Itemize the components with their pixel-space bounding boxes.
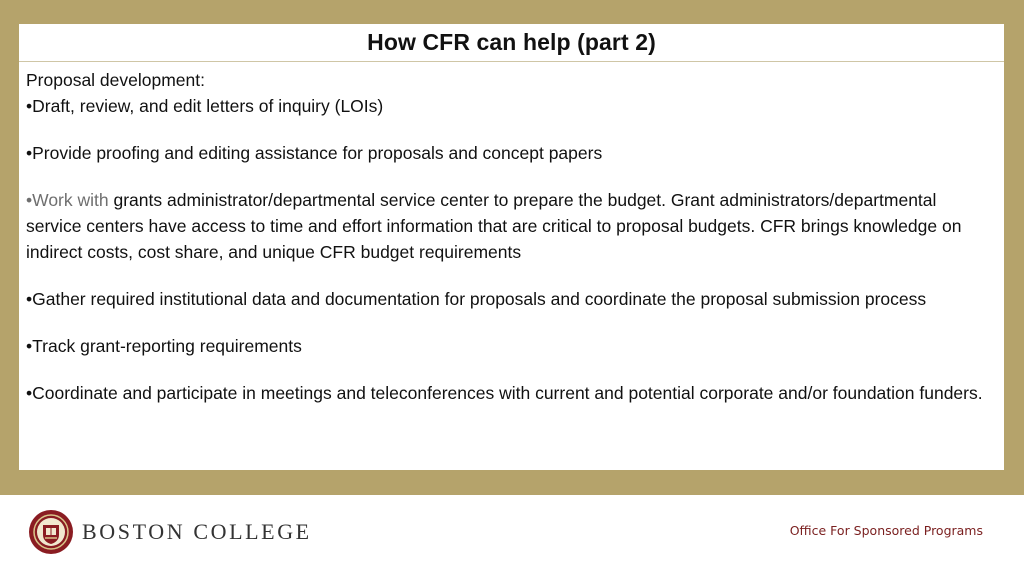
- footer: [0, 495, 1024, 576]
- boston-college-logo: [28, 509, 312, 555]
- logo-wordmark: BOSTON COLLEGE: [82, 519, 312, 544]
- bullet-item: [26, 93, 994, 119]
- bullet-lead: •Work with: [26, 190, 114, 210]
- bullet-item: [26, 380, 994, 406]
- bullet-item: [26, 333, 994, 359]
- bullet-text: •Gather required institutional data and documentation for proposals and coordinate the proposal submission process: [26, 289, 927, 309]
- seal-icon: [28, 509, 74, 555]
- content-panel: [19, 62, 1004, 470]
- intro-text: Proposal development:: [26, 70, 205, 90]
- bullet-item: [26, 140, 994, 166]
- bullet-text: •Track grant-reporting requirements: [26, 336, 302, 356]
- bullet-item: [26, 187, 994, 265]
- bullet-text: grants administrator/departmental service center to prepare the budget. Grant administrators/departmental service centers have access to time and effort information that are critical to proposal budgets. CFR brings knowledge on indirect costs, cost share, and unique CFR budget requirements: [26, 190, 962, 262]
- slide-title: How CFR can help (part 2): [367, 29, 656, 55]
- bullet-text: •Coordinate and participate in meetings and teleconferences with current and potential corporate and/or foundation funders.: [26, 383, 983, 403]
- title-bar: [19, 24, 1004, 62]
- bullet-list: [26, 93, 994, 406]
- office-label: Office For Sponsored Programs: [789, 523, 983, 538]
- bullet-item: [26, 286, 994, 312]
- bullet-text: •Provide proofing and editing assistance for proposals and concept papers: [26, 143, 603, 163]
- bullet-text: •Draft, review, and edit letters of inquiry (LOIs): [26, 96, 384, 116]
